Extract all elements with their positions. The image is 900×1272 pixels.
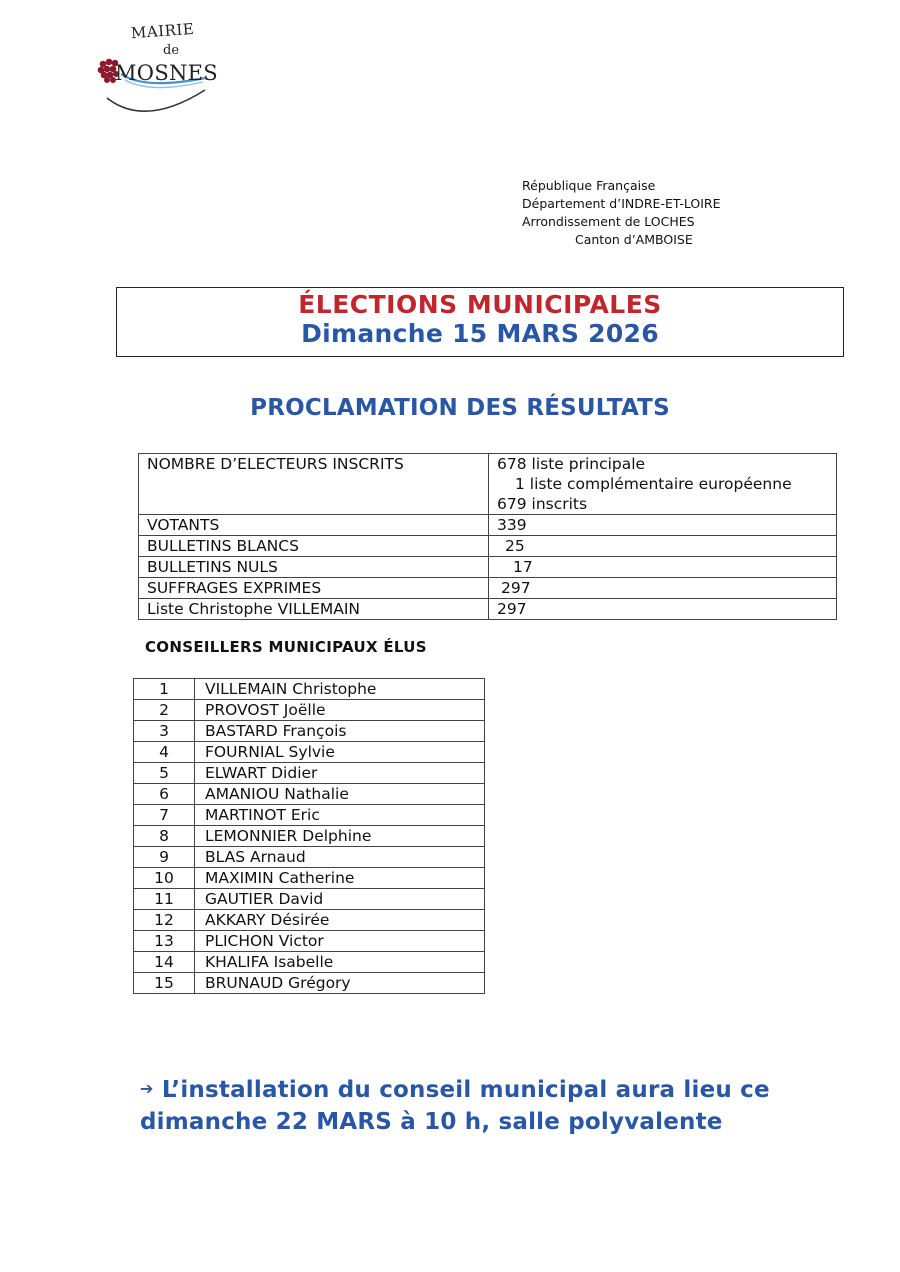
- elu-name: FOURNIAL Sylvie: [195, 742, 485, 763]
- elu-name: BASTARD François: [195, 721, 485, 742]
- arrow-right-icon: ➔: [140, 1079, 154, 1098]
- elu-number: 4: [134, 742, 195, 763]
- elu-name: ELWART Didier: [195, 763, 485, 784]
- elu-number: 10: [134, 868, 195, 889]
- table-row: [134, 700, 485, 721]
- note-text-2: dimanche 22 MARS à 10 h, salle polyvalente: [140, 1109, 723, 1135]
- results-label: Liste Christophe VILLEMAIN: [139, 599, 489, 620]
- elu-name: PROVOST Joëlle: [195, 700, 485, 721]
- results-value: 25: [489, 536, 837, 557]
- table-row: [134, 910, 485, 931]
- inscrits-principale: 678 liste principale: [497, 455, 646, 473]
- elu-number: 5: [134, 763, 195, 784]
- elus-table: [133, 678, 485, 994]
- note-line-1: [140, 1073, 770, 1106]
- elu-name: MARTINOT Eric: [195, 805, 485, 826]
- table-row: [134, 679, 485, 700]
- republique-line: République Française: [522, 178, 656, 193]
- election-date: Dimanche 15 MARS 2026: [301, 319, 659, 348]
- results-row: [139, 515, 837, 536]
- table-row: [134, 763, 485, 784]
- results-table: [138, 453, 837, 620]
- inscrits-complementaire: 1 liste complémentaire européenne: [515, 475, 792, 493]
- results-label: BULLETINS BLANCS: [139, 536, 489, 557]
- logo-mairie: MAIRIE: [130, 19, 195, 43]
- elu-number: 11: [134, 889, 195, 910]
- inscrits-total: 679 inscrits: [497, 495, 588, 513]
- elu-name: AMANIOU Nathalie: [195, 784, 485, 805]
- elu-number: 13: [134, 931, 195, 952]
- table-row: [134, 952, 485, 973]
- mairie-logo: [95, 18, 220, 128]
- table-row: [134, 826, 485, 847]
- elu-name: AKKARY Désirée: [195, 910, 485, 931]
- page-title: ÉLECTIONS MUNICIPALES: [298, 290, 662, 319]
- elu-number: 15: [134, 973, 195, 994]
- results-row: [139, 599, 837, 620]
- proclamation-heading: PROCLAMATION DES RÉSULTATS: [250, 395, 670, 421]
- elu-name: MAXIMIN Catherine: [195, 868, 485, 889]
- elu-name: BLAS Arnaud: [195, 847, 485, 868]
- elu-number: 9: [134, 847, 195, 868]
- results-value: 339: [489, 515, 837, 536]
- logo-de: de: [163, 43, 180, 58]
- results-value: 297: [489, 578, 837, 599]
- table-row: [134, 931, 485, 952]
- elu-name: BRUNAUD Grégory: [195, 973, 485, 994]
- table-row: [134, 868, 485, 889]
- results-row-inscrits: [139, 454, 837, 515]
- elu-name: GAUTIER David: [195, 889, 485, 910]
- elu-number: 3: [134, 721, 195, 742]
- elu-number: 12: [134, 910, 195, 931]
- arrondissement-line: Arrondissement de LOCHES: [522, 214, 695, 229]
- table-row: [134, 973, 485, 994]
- results-row: [139, 578, 837, 599]
- results-label: BULLETINS NULS: [139, 557, 489, 578]
- logo-mosnes: MOSNES: [115, 61, 218, 85]
- elu-number: 14: [134, 952, 195, 973]
- canton-line: Canton d’AMBOISE: [575, 232, 693, 247]
- installation-note: [140, 1073, 770, 1138]
- admin-header: [522, 177, 721, 249]
- elu-number: 7: [134, 805, 195, 826]
- results-value: [489, 454, 837, 515]
- table-row: [134, 721, 485, 742]
- elu-name: PLICHON Victor: [195, 931, 485, 952]
- elu-number: 8: [134, 826, 195, 847]
- table-row: [134, 847, 485, 868]
- results-row: [139, 557, 837, 578]
- title-box: [116, 287, 844, 357]
- note-text-1: L’installation du conseil municipal aura lieu ce: [161, 1077, 770, 1103]
- departement-line: Département d’INDRE-ET-LOIRE: [522, 196, 721, 211]
- results-label: SUFFRAGES EXPRIMES: [139, 578, 489, 599]
- elu-name: VILLEMAIN Christophe: [195, 679, 485, 700]
- results-label: VOTANTS: [139, 515, 489, 536]
- results-row: [139, 536, 837, 557]
- table-row: [134, 742, 485, 763]
- elu-name: LEMONNIER Delphine: [195, 826, 485, 847]
- table-row: [134, 889, 485, 910]
- results-label: NOMBRE D’ELECTEURS INSCRITS: [139, 454, 489, 515]
- elu-name: KHALIFA Isabelle: [195, 952, 485, 973]
- elu-number: 2: [134, 700, 195, 721]
- table-row: [134, 805, 485, 826]
- results-value: 17: [489, 557, 837, 578]
- table-row: [134, 784, 485, 805]
- elu-number: 1: [134, 679, 195, 700]
- elus-heading: CONSEILLERS MUNICIPAUX ÉLUS: [145, 638, 427, 656]
- elu-number: 6: [134, 784, 195, 805]
- results-value: 297: [489, 599, 837, 620]
